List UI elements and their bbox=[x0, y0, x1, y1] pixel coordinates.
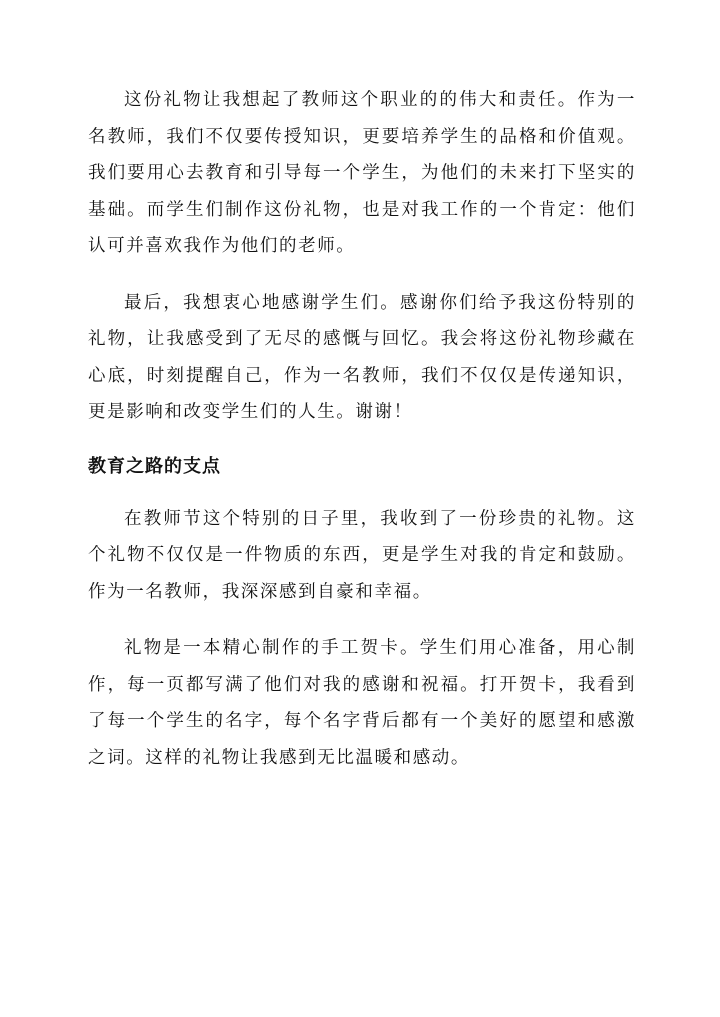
paragraph-teacher-responsibility: 这份礼物让我想起了教师这个职业的的伟大和责任。作为一名教师，我们不仅要传授知识，更要培养学生的品格和价值观。我们要用心去教育和引导每一个学生，为他们的未来打下坚实的基础。而学生们制作这份礼物，也是对我工作的一个肯定：他们认可并喜欢我作为他们的老师。 bbox=[88, 90, 636, 256]
paragraph-teachers-day-gift: 在教师节这个特别的日子里，我收到了一份珍贵的礼物。这个礼物不仅仅是一件物质的东西，更是学生对我的肯定和鼓励。作为一名教师，我深深感到自豪和幸福。 bbox=[88, 508, 636, 602]
paragraph-handmade-card: 礼物是一本精心制作的手工贺卡。学生们用心准备，用心制作，每一页都写满了他们对我的感谢和祝福。打开贺卡，我看到了每一个学生的名字，每个名字背后都有一个美好的愿望和感激之词。这样的礼物让我感到无比温暖和感动。 bbox=[88, 638, 636, 768]
document-page bbox=[88, 82, 636, 776]
paragraph-thanks-students: 最后，我想衷心地感谢学生们。感谢你们给予我这份特别的礼物，让我感受到了无尽的感慨与回忆。我会将这份礼物珍藏在心底，时刻提醒自己，作为一名教师，我们不仅仅是传递知识，更是影响和改变学生们的人生。谢谢！ bbox=[88, 292, 636, 422]
section-heading: 教育之路的支点 bbox=[88, 455, 221, 477]
